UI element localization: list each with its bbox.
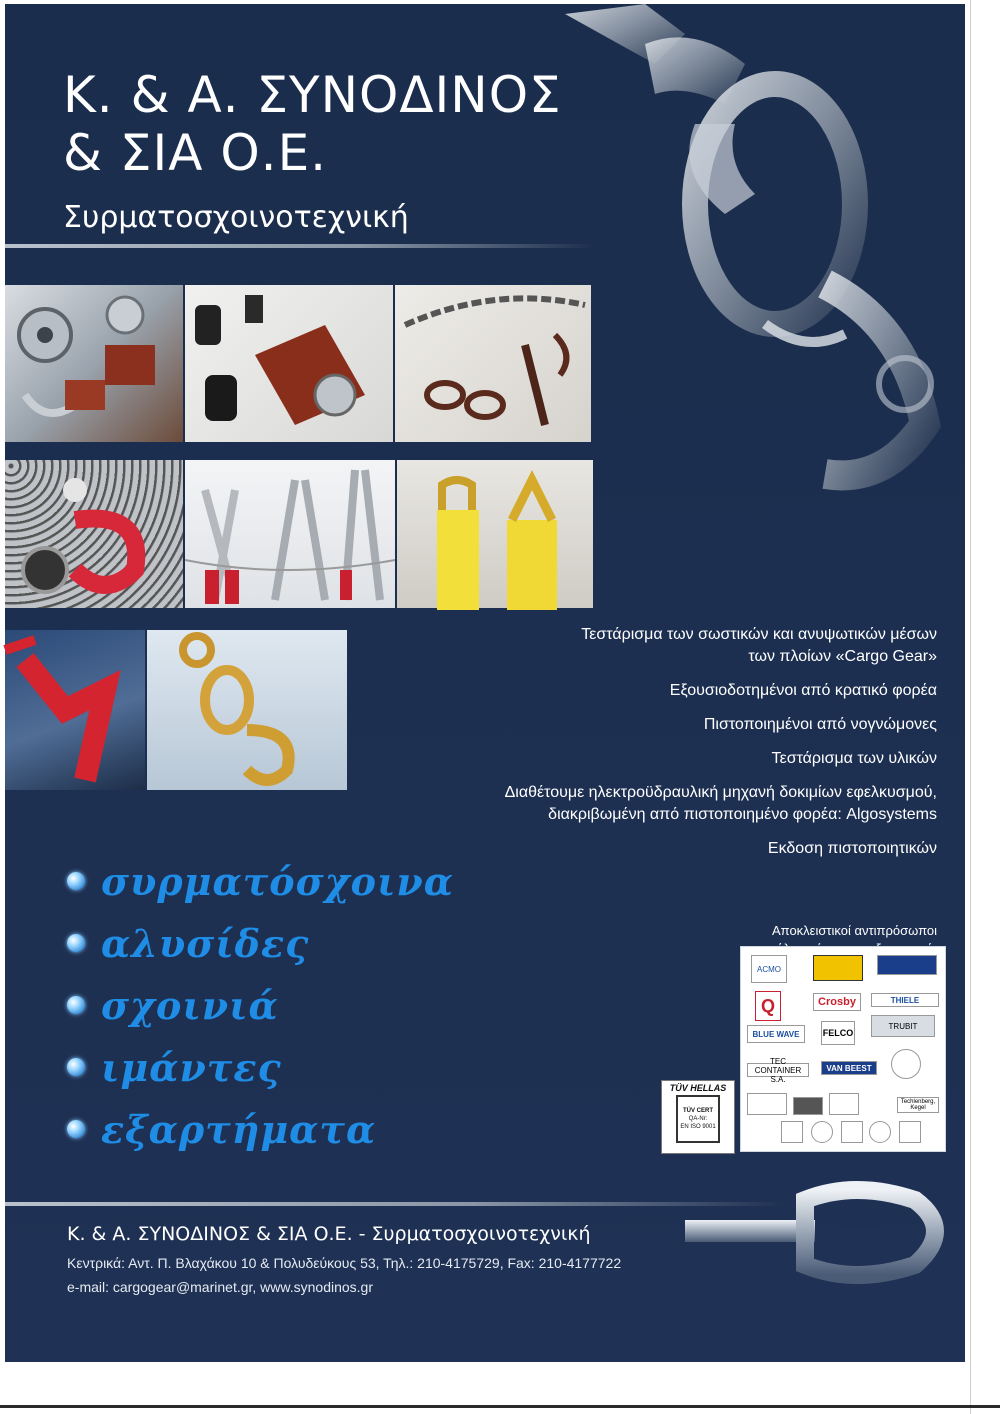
bullet-icon (67, 996, 85, 1014)
hook-chain-illustration (525, 4, 965, 504)
footer-contact: e-mail: cargogear@marinet.gr, www.synodinos.gr (67, 1279, 374, 1295)
brand-logo: THIELE (871, 993, 939, 1007)
brochure-page (5, 4, 965, 1362)
product-label: σχοινιά (101, 982, 279, 1028)
product-item (67, 850, 454, 912)
photo-pulleys (5, 285, 183, 442)
brand-logo-q: Q (755, 991, 781, 1021)
service-text: Εκδοση πιστοποιητικών (767, 840, 937, 857)
photo-straps (397, 460, 593, 608)
brand-logo: Techlenberg, Kegel (897, 1097, 939, 1113)
brand-logo: VAN BEEST (821, 1061, 877, 1075)
tuv-standard: EN ISO 9001 (680, 1124, 716, 1130)
service-text: Τεστάρισμα των σωστικών και ανυψωτικών μέσων (581, 626, 937, 643)
product-label: ιμάντες (101, 1044, 282, 1090)
footer-company-name: Κ. & Α. ΣΥΝΟΔΙΝΟΣ & ΣΙΑ Ο.Ε. - Συρματοσχοινοτεχνική (67, 1223, 591, 1245)
services-list (467, 624, 937, 872)
photo-chains (395, 285, 591, 442)
service-line (467, 838, 937, 860)
footer-address: Κεντρικά: Αντ. Π. Βλαχάκου 10 & Πολυδεύκους 53, Τηλ.: 210-4175729, Fax: 210-4177722 (67, 1255, 622, 1271)
company-title (63, 66, 562, 182)
service-text: των πλοίων «Cargo Gear» (748, 648, 937, 665)
brand-logo: ACMO (751, 955, 787, 983)
brand-logo-placeholder (811, 1121, 833, 1143)
bullet-icon (67, 872, 85, 890)
service-line (467, 646, 937, 668)
brand-logo-placeholder (869, 1121, 891, 1143)
bullet-icon (67, 1120, 85, 1138)
service-text: Εξουσιοδοτημένοι από κρατικό φορέα (669, 682, 937, 699)
bullet-icon (67, 934, 85, 952)
company-title-line2: & ΣΙΑ Ο.Ε. (63, 124, 328, 182)
service-line (467, 624, 937, 646)
product-list (67, 850, 454, 1160)
brand-logo: Crosby (813, 993, 861, 1011)
company-title-line1: Κ. & Α. ΣΥΝΟΔΙΝΟΣ (63, 66, 562, 124)
brand-logo-placeholder (813, 955, 863, 981)
page-edge-line (970, 0, 971, 1414)
product-item (67, 1098, 454, 1160)
page-bottom-line (0, 1405, 1000, 1408)
brand-logo-placeholder (781, 1121, 803, 1143)
photo-swivel-hook (147, 630, 347, 790)
product-label: συρματόσχοινα (101, 858, 454, 904)
product-label: αλυσίδες (101, 920, 310, 966)
service-text: Πιστοποιημένοι από νογνώμονες (703, 716, 937, 733)
brand-logo-placeholder (877, 955, 937, 975)
product-label: εξαρτήματα (101, 1106, 377, 1152)
tuv-mark (676, 1095, 720, 1143)
representatives-line1: Αποκλειστικοί αντιπρόσωποι (771, 923, 937, 938)
divider-top (5, 244, 595, 248)
brand-logo-placeholder (829, 1093, 859, 1115)
product-item (67, 912, 454, 974)
thimble-illustration (685, 1180, 955, 1290)
brand-logo-seal (891, 1049, 921, 1079)
product-item (67, 974, 454, 1036)
service-line (467, 680, 937, 702)
photo-clamps (185, 285, 393, 442)
photo-lifting-hook (5, 630, 145, 790)
company-subtitle: Συρματοσχοινοτεχνική (63, 200, 409, 235)
tuv-heading: TÜV HELLAS (669, 1083, 727, 1093)
service-line (467, 804, 937, 826)
brand-logo: TRUBIT (871, 1015, 935, 1037)
brand-logo-placeholder (841, 1121, 863, 1143)
brand-logo: FELCO (821, 1021, 855, 1045)
product-item (67, 1036, 454, 1098)
brand-logo-placeholder (747, 1093, 787, 1115)
service-line (467, 748, 937, 770)
photo-hooks-mesh (5, 460, 183, 608)
service-text: διακριβωμένη από πιστοποιημένο φορέα: Algosystems (548, 806, 937, 823)
tuv-qa-label: QA-Nr: (688, 1116, 708, 1122)
bullet-icon (67, 1058, 85, 1076)
service-text: Τεστάρισμα των υλικών (771, 750, 937, 767)
divider-bottom (5, 1202, 785, 1206)
tuv-certification-badge (661, 1080, 735, 1154)
service-line (467, 782, 937, 804)
brand-logo-placeholder (793, 1097, 823, 1115)
brand-logo: TEC CONTAINER S.A. (747, 1063, 809, 1077)
service-line (467, 714, 937, 736)
service-text: Διαθέτουμε ηλεκτροϋδραυλική μηχανή δοκιμίων εφελκυσμού, (504, 784, 937, 801)
tuv-mark-text: TÜV CERT (683, 1108, 713, 1114)
brand-logo: BLUE WAVE (747, 1025, 805, 1043)
brand-logo-placeholder (899, 1121, 921, 1143)
brand-logos-panel (740, 946, 946, 1152)
photo-cable-cutters (185, 460, 395, 608)
